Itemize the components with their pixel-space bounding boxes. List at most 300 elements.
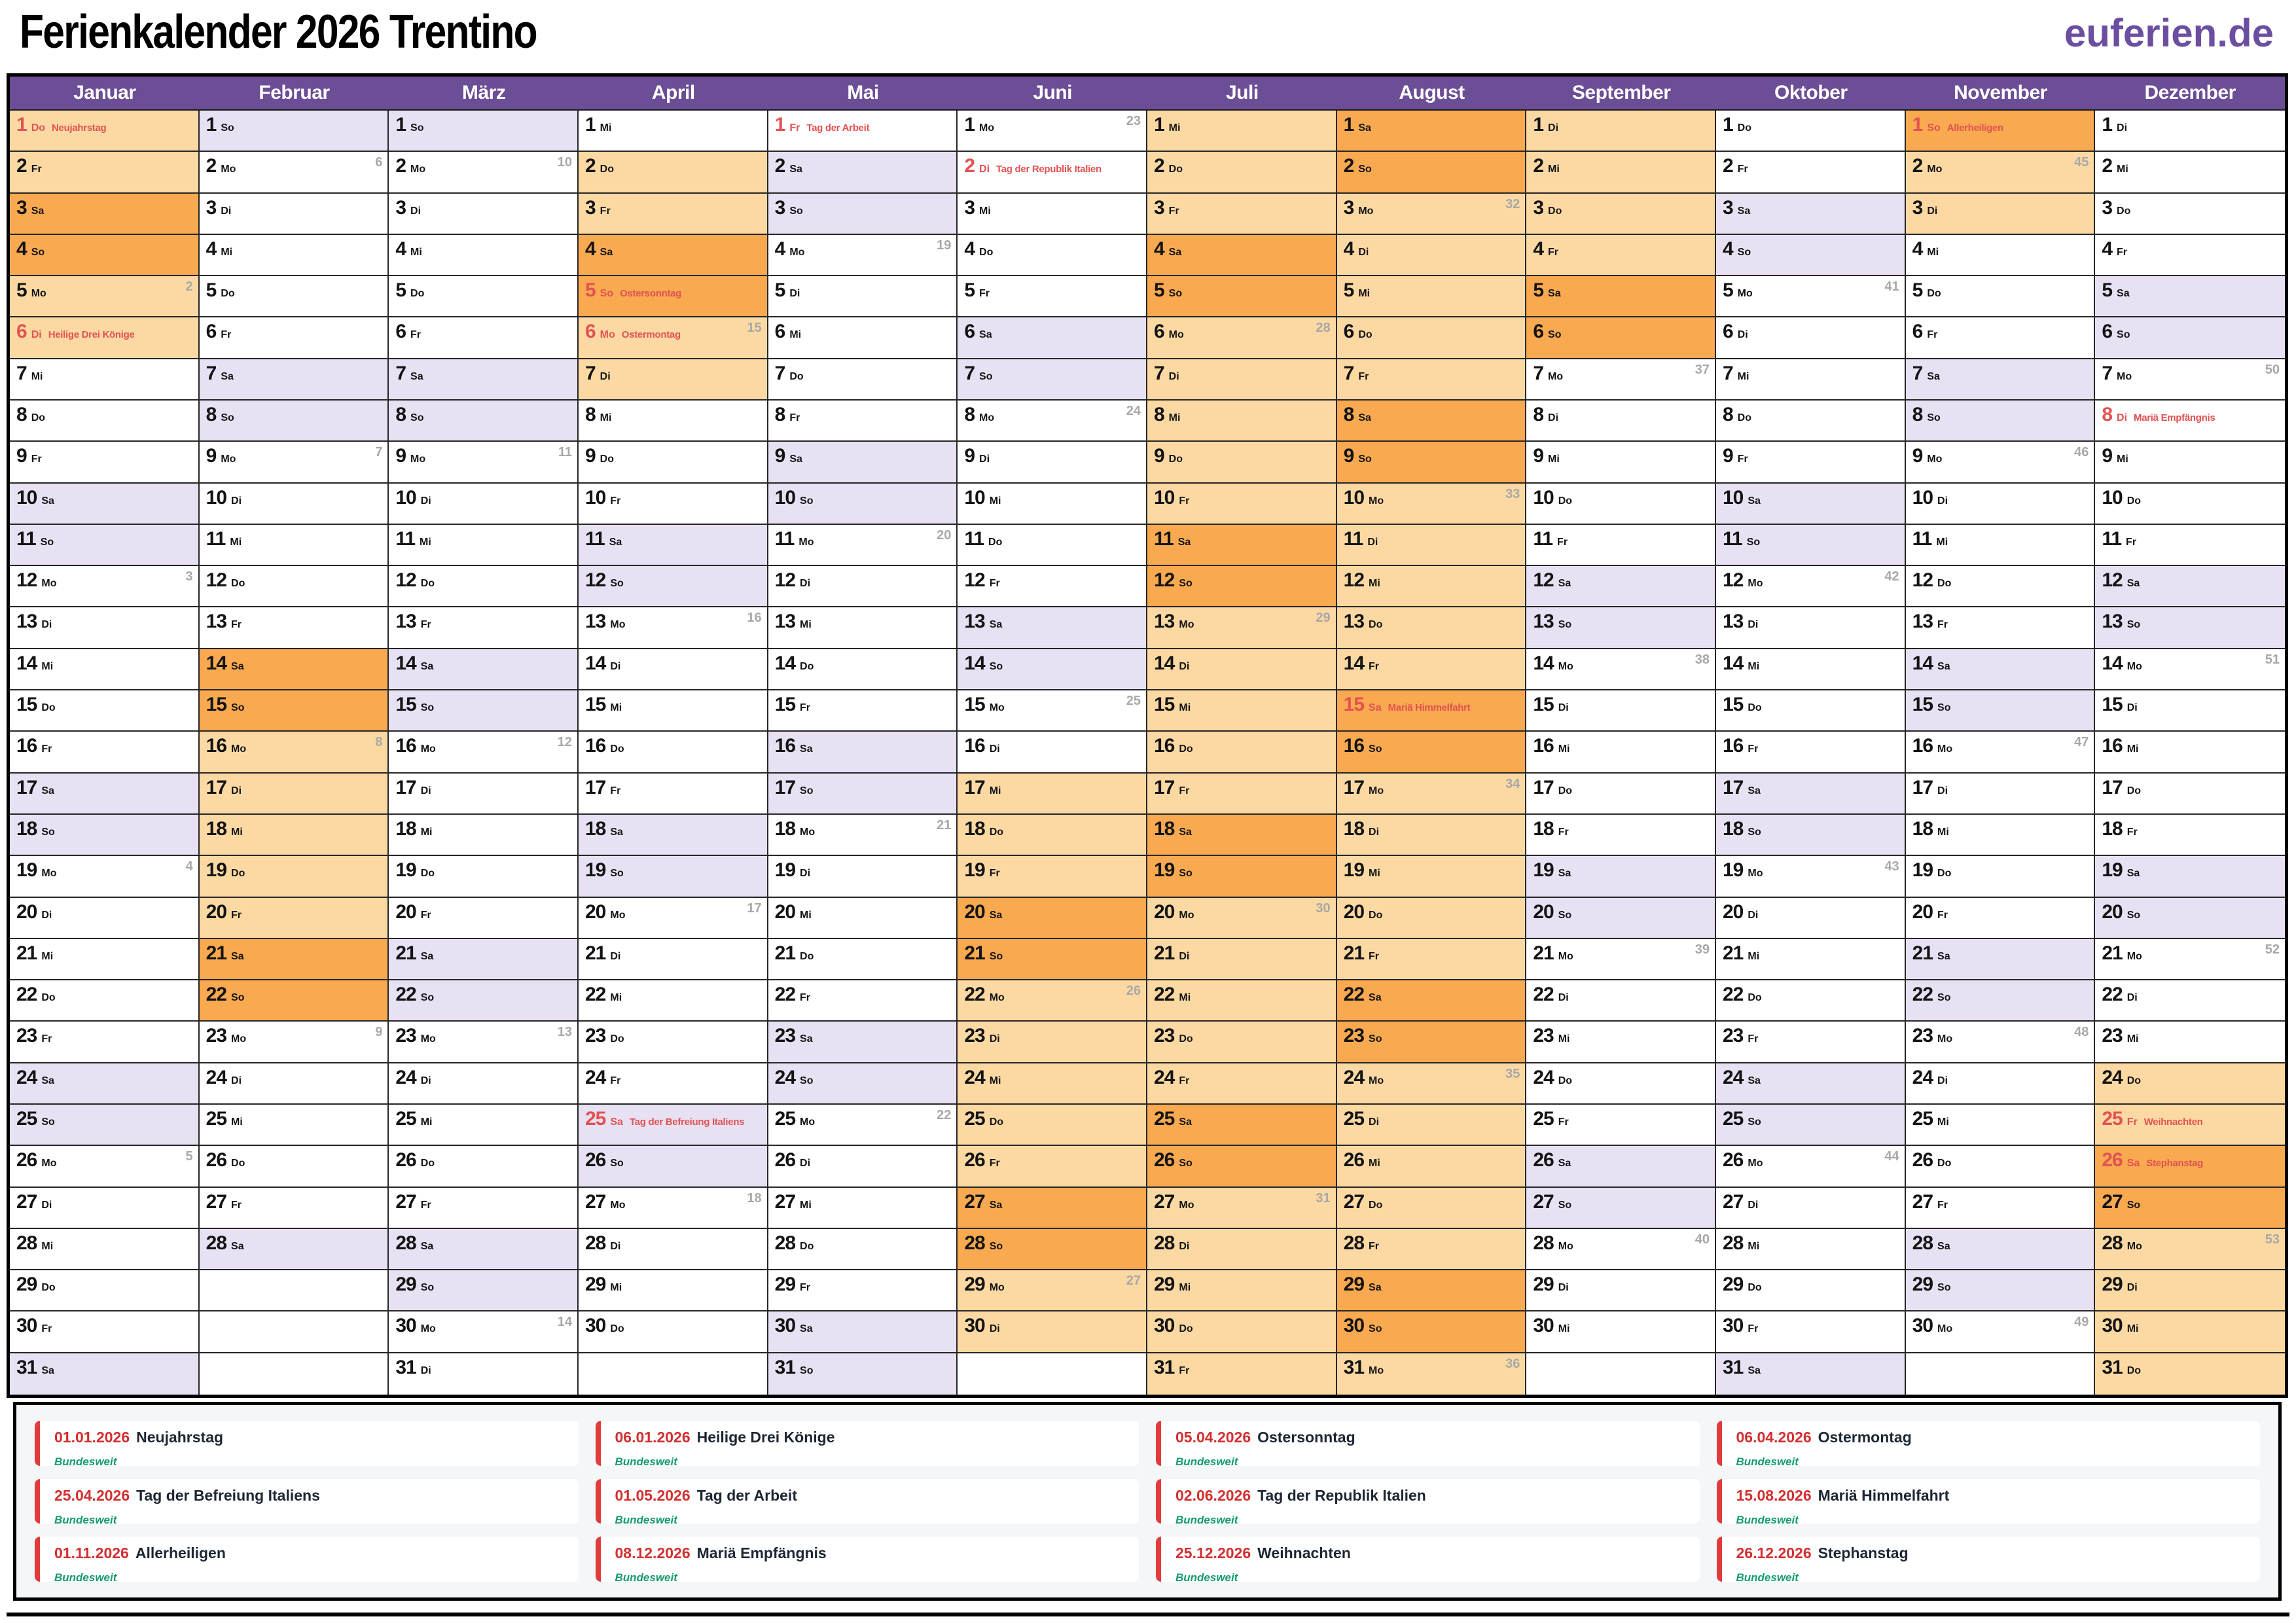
day-cell-september-14 — [1526, 649, 1716, 690]
day-number: 2 — [964, 155, 975, 177]
weekday-abbreviation: So — [2126, 619, 2141, 631]
week-number: 3 — [185, 569, 193, 584]
week-number: 42 — [1884, 569, 1899, 584]
day-number: 21 — [964, 942, 985, 964]
day-cell-april-7 — [579, 359, 768, 401]
weekday-abbreviation: Mi — [31, 370, 43, 382]
weekday-abbreviation: So — [1558, 909, 1572, 921]
day-cell-märz-5 — [389, 276, 579, 317]
day-number: 27 — [16, 1190, 37, 1213]
month-header-juli: Juli — [1225, 82, 1259, 103]
day-number: 25 — [964, 1107, 985, 1130]
day-cell-august-25 — [1337, 1105, 1527, 1146]
day-cell-august-13 — [1337, 607, 1527, 649]
week-number: 4 — [185, 859, 193, 874]
weekday-abbreviation: So — [1179, 1158, 1193, 1169]
day-cell-märz-27 — [389, 1188, 579, 1229]
weekday-abbreviation: Do — [789, 370, 804, 382]
weekday-abbreviation: Di — [979, 164, 990, 175]
day-cell-juli-29 — [1147, 1270, 1337, 1311]
weekday-abbreviation: Mo — [221, 164, 236, 175]
weekday-abbreviation: Do — [420, 868, 435, 880]
weekday-abbreviation: Di — [1558, 1282, 1569, 1294]
day-cell-juni-11 — [958, 525, 1147, 566]
weekday-abbreviation: So — [231, 702, 245, 714]
weekday-abbreviation: Mo — [1927, 164, 1943, 175]
legend-entry-4 — [1717, 1421, 2261, 1466]
weekday-abbreviation: Mo — [2117, 370, 2132, 382]
day-cell-september-23 — [1526, 1022, 1716, 1063]
day-cell-märz-18 — [389, 815, 579, 856]
weekday-abbreviation: Do — [2126, 785, 2142, 796]
day-cell-august-15 — [1337, 690, 1527, 732]
month-header-februar: Februar — [259, 82, 330, 103]
day-cell-juli-25 — [1147, 1105, 1337, 1146]
weekday-abbreviation: So — [1179, 578, 1193, 590]
legend-holiday-date: 15.08.2026 — [1736, 1486, 1812, 1504]
legend-holiday-name: Mariä Himmelfahrt — [1818, 1486, 1950, 1504]
weekday-abbreviation: Do — [410, 288, 425, 300]
day-number: 24 — [1343, 1066, 1365, 1088]
day-cell-april-14 — [579, 649, 768, 690]
day-number: 21 — [1533, 942, 1554, 964]
day-cell-oktober-30 — [1716, 1311, 1906, 1353]
day-cell-april-26 — [579, 1146, 768, 1187]
weekday-abbreviation: So — [2117, 329, 2130, 341]
day-cell-februar-17 — [200, 774, 389, 815]
day-number: 16 — [584, 735, 606, 757]
day-number: 18 — [584, 817, 606, 840]
day-cell-februar-4 — [200, 235, 389, 276]
day-number: 5 — [395, 279, 406, 302]
weekday-abbreviation: Sa — [610, 1116, 623, 1128]
day-cell-august-22 — [1337, 980, 1527, 1022]
day-cell-april-10 — [579, 484, 768, 525]
day-number: 12 — [1912, 569, 1933, 592]
weekday-abbreviation: Mi — [410, 246, 422, 258]
weekday-abbreviation: Sa — [1558, 868, 1571, 880]
day-number: 17 — [584, 776, 606, 798]
day-cell-august-24 — [1337, 1063, 1527, 1105]
day-cell-märz-21 — [389, 939, 579, 980]
day-number: 7 — [774, 362, 785, 384]
day-cell-mai-16 — [768, 732, 958, 773]
day-number: 9 — [1343, 445, 1354, 467]
day-number: 13 — [206, 611, 227, 633]
weekday-abbreviation: So — [610, 578, 624, 590]
day-number: 18 — [774, 817, 796, 840]
weekday-abbreviation: Di — [1548, 122, 1559, 134]
day-cell-november-20 — [1906, 898, 2096, 939]
day-cell-november-15 — [1906, 690, 2096, 732]
weekday-abbreviation: Mo — [41, 868, 57, 880]
day-number: 22 — [1722, 984, 1744, 1006]
weekday-abbreviation: Fr — [610, 1075, 621, 1086]
weekday-abbreviation: Mo — [979, 412, 995, 424]
legend-holiday-date: 01.01.2026 — [54, 1429, 130, 1446]
day-cell-april-24 — [579, 1063, 768, 1105]
day-cell-september-24 — [1526, 1063, 1716, 1105]
day-number: 20 — [1343, 901, 1365, 923]
weekday-abbreviation: Sa — [989, 1199, 1003, 1211]
day-number: 30 — [1722, 1315, 1744, 1337]
legend-entry-11 — [1156, 1537, 1700, 1582]
legend-holiday-scope: Bundesweit — [1175, 1455, 1238, 1466]
legend-entry-12 — [1717, 1537, 2261, 1582]
weekday-abbreviation: Mi — [800, 1199, 812, 1211]
day-number: 17 — [1533, 776, 1554, 798]
day-number: 27 — [964, 1190, 985, 1213]
week-number: 16 — [747, 611, 762, 626]
legend-holiday-name: Tag der Befreiung Italiens — [136, 1486, 320, 1504]
weekday-abbreviation: Di — [1748, 619, 1759, 631]
weekday-abbreviation: Fr — [1748, 743, 1759, 755]
day-cell-dezember-11 — [2095, 525, 2285, 566]
day-number: 4 — [2102, 238, 2113, 260]
legend-holiday-scope: Bundesweit — [615, 1455, 677, 1466]
legend-red-bar-icon — [1156, 1479, 1161, 1524]
weekday-abbreviation: Sa — [600, 246, 613, 258]
day-cell-juni-4 — [958, 235, 1147, 276]
weekday-abbreviation: Do — [1548, 205, 1562, 217]
day-number: 28 — [774, 1232, 796, 1254]
day-cell-oktober-22 — [1716, 980, 1906, 1022]
day-cell-dezember-20 — [2095, 898, 2285, 939]
weekday-abbreviation: Sa — [231, 660, 244, 672]
day-cell-dezember-9 — [2095, 442, 2285, 483]
day-number: 4 — [584, 238, 596, 260]
weekday-abbreviation: Sa — [1937, 1240, 1950, 1252]
day-number: 1 — [964, 114, 975, 135]
weekday-abbreviation: Mi — [610, 702, 622, 714]
day-number: 26 — [774, 1149, 796, 1171]
weekday-abbreviation: Di — [1927, 205, 1938, 217]
day-number: 14 — [1722, 652, 1744, 674]
legend-holiday-date: 01.11.2026 — [54, 1544, 129, 1562]
weekday-abbreviation: So — [989, 1240, 1003, 1252]
weekday-abbreviation: Do — [41, 992, 56, 1004]
day-number: 20 — [774, 901, 796, 923]
weekday-abbreviation: Do — [800, 1240, 814, 1252]
weekday-abbreviation: Fr — [41, 1033, 52, 1045]
day-cell-juni-7 — [958, 359, 1147, 401]
day-cell-oktober-21 — [1716, 939, 1906, 980]
weekday-abbreviation: Mo — [1548, 370, 1564, 382]
day-number: 3 — [16, 196, 27, 219]
day-cell-april-22 — [579, 980, 768, 1022]
day-number: 14 — [1153, 652, 1175, 674]
legend-red-bar-icon — [1717, 1421, 1722, 1466]
weekday-abbreviation: Mo — [1748, 1158, 1763, 1169]
weekday-abbreviation: Di — [1179, 950, 1190, 962]
day-number: 18 — [395, 817, 416, 840]
day-number: 12 — [1722, 569, 1744, 592]
weekday-abbreviation: Mo — [1748, 868, 1763, 880]
weekday-abbreviation: So — [41, 826, 55, 838]
day-number: 12 — [1153, 569, 1175, 592]
weekday-abbreviation: Fr — [31, 164, 42, 175]
weekday-abbreviation: Sa — [41, 785, 54, 796]
day-cell-juni-25 — [958, 1105, 1147, 1146]
day-cell-oktober-5 — [1716, 276, 1906, 317]
day-cell-april-9 — [579, 442, 768, 483]
day-cell-oktober-23 — [1716, 1022, 1906, 1063]
weekday-abbreviation: So — [1937, 992, 1951, 1004]
day-number: 10 — [2102, 486, 2123, 508]
weekday-abbreviation: Di — [31, 329, 42, 341]
day-number: 7 — [2102, 362, 2113, 384]
day-number: 17 — [395, 776, 416, 798]
day-number: 2 — [16, 155, 27, 177]
weekday-abbreviation: So — [789, 205, 803, 217]
day-cell-februar-empty-29 — [200, 1270, 389, 1311]
day-cell-september-28 — [1526, 1229, 1716, 1270]
weekday-abbreviation: Do — [1179, 1323, 1193, 1335]
day-cell-september-19 — [1526, 856, 1716, 897]
weekday-abbreviation: Fr — [1168, 205, 1179, 217]
weekday-abbreviation: So — [231, 992, 245, 1004]
day-cell-september-21 — [1526, 939, 1716, 980]
day-cell-november-14 — [1906, 649, 2096, 690]
day-number: 18 — [1912, 817, 1933, 840]
weekday-abbreviation: So — [1548, 329, 1562, 341]
day-number: 26 — [395, 1149, 416, 1171]
weekday-abbreviation: So — [40, 536, 54, 548]
weekday-abbreviation: Sa — [989, 909, 1003, 921]
day-number: 16 — [1722, 735, 1744, 757]
weekday-abbreviation: Mi — [800, 909, 812, 921]
weekday-abbreviation: So — [420, 702, 435, 714]
weekday-abbreviation: Sa — [2126, 868, 2140, 880]
weekday-abbreviation: Fr — [1748, 1323, 1759, 1335]
day-cell-april-20 — [579, 898, 768, 939]
day-number: 16 — [395, 735, 416, 757]
weekday-abbreviation: Sa — [231, 1240, 244, 1252]
legend-holiday-name: Mariä Empfängnis — [696, 1544, 827, 1562]
day-cell-januar-31 — [10, 1353, 200, 1395]
day-number: 6 — [1722, 321, 1733, 343]
day-number: 5 — [774, 279, 785, 302]
weekday-abbreviation: Do — [1937, 1158, 1952, 1169]
day-cell-juni-27 — [958, 1188, 1147, 1229]
day-number: 20 — [584, 901, 606, 923]
weekday-abbreviation: So — [1369, 1323, 1382, 1335]
day-number: 1 — [774, 114, 785, 135]
day-cell-juni-23 — [958, 1022, 1147, 1063]
legend-holiday-name: Tag der Republik Italien — [1257, 1486, 1426, 1504]
day-cell-dezember-26 — [2095, 1146, 2285, 1187]
legend-red-bar-icon — [35, 1537, 40, 1582]
day-number: 17 — [2102, 776, 2123, 798]
day-cell-märz-31 — [389, 1353, 579, 1395]
day-number: 14 — [1343, 652, 1365, 674]
weekday-abbreviation: So — [41, 1116, 55, 1128]
day-cell-oktober-24 — [1716, 1063, 1906, 1105]
day-cell-januar-26 — [10, 1146, 200, 1187]
day-cell-september-11 — [1526, 525, 1716, 566]
legend-holiday-name: Stephanstag — [1818, 1544, 1909, 1562]
day-cell-mai-5 — [768, 276, 958, 317]
day-cell-september-20 — [1526, 898, 1716, 939]
weekday-abbreviation: Do — [1179, 1033, 1193, 1045]
weekday-abbreviation: Mi — [989, 1075, 1001, 1086]
day-number: 18 — [1722, 817, 1744, 840]
day-number: 25 — [1153, 1107, 1175, 1130]
day-number: 16 — [964, 735, 985, 757]
day-number: 24 — [1533, 1066, 1554, 1088]
day-number: 28 — [584, 1232, 606, 1254]
day-number: 12 — [2102, 569, 2123, 592]
day-cell-januar-24 — [10, 1063, 200, 1105]
day-number: 5 — [964, 279, 975, 302]
day-number: 4 — [774, 238, 785, 260]
legend-holiday-scope: Bundesweit — [1736, 1455, 1799, 1466]
weekday-abbreviation: Fr — [1179, 785, 1190, 796]
day-number: 6 — [1533, 321, 1544, 343]
weekday-abbreviation: Mo — [989, 992, 1005, 1004]
day-cell-oktober-10 — [1716, 484, 1906, 525]
day-cell-april-11 — [579, 525, 768, 566]
day-cell-januar-2 — [10, 152, 200, 193]
weekday-abbreviation: Sa — [610, 826, 623, 838]
day-cell-juli-26 — [1147, 1146, 1337, 1187]
week-number: 14 — [557, 1315, 572, 1330]
weekday-abbreviation: Do — [1168, 164, 1183, 175]
day-number: 19 — [206, 859, 227, 882]
weekday-abbreviation: Fr — [1748, 1033, 1759, 1045]
day-cell-april-29 — [579, 1270, 768, 1311]
day-number: 1 — [395, 114, 406, 135]
day-number: 4 — [1722, 238, 1733, 260]
day-number: 15 — [16, 694, 37, 716]
day-number: 12 — [206, 569, 227, 592]
day-number: 27 — [2102, 1190, 2123, 1213]
week-number: 30 — [1316, 901, 1331, 916]
day-cell-märz-30 — [389, 1311, 579, 1353]
day-cell-februar-22 — [200, 980, 389, 1022]
legend-entry-7 — [1156, 1479, 1700, 1524]
weekday-abbreviation: So — [989, 950, 1003, 962]
weekday-abbreviation: Do — [420, 578, 435, 590]
day-cell-september-17 — [1526, 774, 1716, 815]
weekday-abbreviation: Fr — [1369, 950, 1380, 962]
day-number: 28 — [395, 1232, 416, 1254]
day-cell-märz-12 — [389, 566, 579, 607]
day-number: 23 — [395, 1025, 416, 1047]
weekday-abbreviation: Mo — [1558, 950, 1573, 962]
day-number: 7 — [1343, 362, 1354, 384]
weekday-abbreviation: So — [800, 1075, 814, 1086]
weekday-abbreviation: Fr — [2126, 1116, 2138, 1128]
day-number: 11 — [1912, 527, 1932, 550]
day-cell-januar-11 — [10, 525, 200, 566]
weekday-abbreviation: Sa — [1358, 412, 1371, 424]
weekday-abbreviation: Mo — [231, 1033, 247, 1045]
day-cell-oktober-17 — [1716, 774, 1906, 815]
day-cell-juli-19 — [1147, 856, 1337, 897]
week-number: 17 — [747, 901, 762, 916]
day-number: 16 — [16, 735, 37, 757]
day-cell-juli-6 — [1147, 317, 1337, 359]
day-number: 4 — [964, 238, 975, 260]
day-number: 14 — [16, 652, 37, 674]
weekday-abbreviation: Fr — [1927, 329, 1938, 341]
weekday-abbreviation: Mo — [410, 164, 426, 175]
day-cell-juni-26 — [958, 1146, 1147, 1187]
weekday-abbreviation: Do — [1737, 122, 1751, 134]
day-cell-februar-14 — [200, 649, 389, 690]
day-number: 24 — [2102, 1066, 2123, 1088]
day-cell-februar-1 — [200, 111, 389, 152]
day-cell-oktober-8 — [1716, 401, 1906, 442]
day-number: 21 — [1343, 942, 1365, 964]
day-cell-juni-28 — [958, 1229, 1147, 1270]
weekday-abbreviation: Do — [610, 743, 624, 755]
day-cell-juli-17 — [1147, 774, 1337, 815]
day-cell-juli-3 — [1147, 194, 1337, 235]
day-number: 6 — [1343, 321, 1354, 343]
day-number: 8 — [1153, 404, 1164, 426]
day-number: 14 — [774, 652, 796, 674]
legend-holiday-name: Tag der Arbeit — [696, 1486, 797, 1504]
weekday-abbreviation: Mi — [41, 660, 54, 672]
day-cell-februar-6 — [200, 317, 389, 359]
day-cell-juni-12 — [958, 566, 1147, 607]
day-number: 20 — [964, 901, 985, 923]
day-number: 1 — [1722, 114, 1733, 135]
day-cell-januar-27 — [10, 1188, 200, 1229]
day-number: 10 — [1722, 486, 1744, 508]
weekday-abbreviation: Mi — [230, 536, 242, 548]
week-number: 21 — [937, 817, 952, 832]
day-cell-november-1 — [1906, 111, 2096, 152]
day-number: 17 — [16, 776, 37, 798]
day-cell-juli-20 — [1147, 898, 1337, 939]
day-cell-mai-29 — [768, 1270, 958, 1311]
brand-link[interactable]: euferien.de — [2064, 11, 2274, 55]
week-number: 29 — [1316, 611, 1331, 626]
day-cell-juli-8 — [1147, 401, 1337, 442]
day-cell-februar-7 — [200, 359, 389, 401]
legend-entry-10 — [596, 1537, 1139, 1582]
day-cell-februar-12 — [200, 566, 389, 607]
day-number: 5 — [1153, 279, 1164, 302]
day-cell-februar-8 — [200, 401, 389, 442]
day-number: 5 — [16, 279, 27, 302]
day-number: 18 — [16, 817, 37, 840]
day-number: 9 — [584, 445, 596, 467]
day-cell-april-3 — [579, 194, 768, 235]
day-cell-märz-14 — [389, 649, 579, 690]
day-cell-oktober-14 — [1716, 649, 1906, 690]
day-cell-dezember-13 — [2095, 607, 2285, 649]
weekday-abbreviation: So — [1937, 1282, 1951, 1294]
weekday-abbreviation: Fr — [610, 785, 621, 796]
weekday-abbreviation: Do — [1927, 288, 1941, 300]
day-number: 1 — [1343, 114, 1354, 135]
weekday-abbreviation: Mo — [1369, 495, 1384, 507]
day-cell-november-21 — [1906, 939, 2096, 980]
weekday-abbreviation: So — [1737, 246, 1751, 258]
legend-holiday-scope: Bundesweit — [1175, 1513, 1238, 1524]
weekday-abbreviation: Mo — [989, 1282, 1005, 1294]
day-number: 17 — [1153, 776, 1175, 798]
day-number: 24 — [584, 1066, 606, 1088]
day-number: 28 — [1533, 1232, 1554, 1254]
day-cell-februar-10 — [200, 484, 389, 525]
day-number: 19 — [1722, 859, 1744, 882]
weekday-abbreviation: Mi — [420, 826, 433, 838]
